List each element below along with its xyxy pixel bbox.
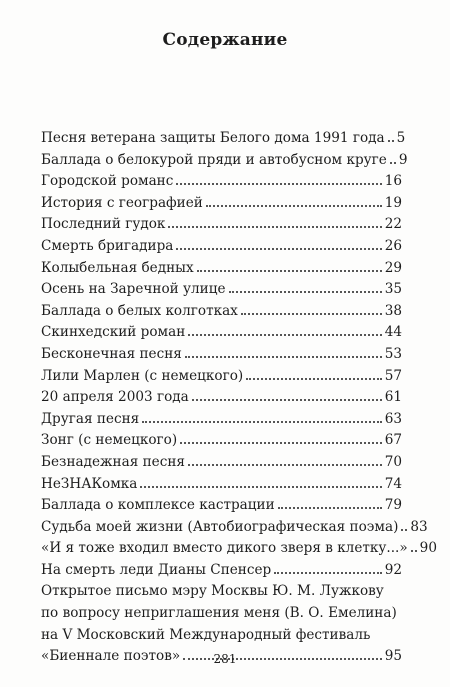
toc-entry-title: Безнадежная песня bbox=[41, 453, 185, 470]
toc-entry-page: 16 bbox=[384, 173, 402, 190]
page-number: 281 bbox=[213, 652, 237, 666]
toc-leader-dots bbox=[197, 270, 382, 272]
toc-entry-title-line: на V Московский Международный фестиваль bbox=[41, 626, 371, 643]
toc-entry-page: 63 bbox=[384, 410, 402, 427]
toc-entry-title: Другая песня bbox=[41, 410, 140, 427]
toc-entry-title: Смерть бригадира bbox=[41, 237, 174, 254]
toc-entry-title: Колыбельная бедных bbox=[41, 259, 194, 276]
toc-entry-page: 9 bbox=[398, 151, 408, 168]
page-title: Содержание bbox=[162, 30, 288, 50]
toc-entry bbox=[41, 387, 402, 409]
toc-leader-dots bbox=[176, 248, 381, 250]
toc-entry bbox=[41, 150, 408, 172]
toc-leader-dots bbox=[140, 486, 381, 488]
toc-entry-page: 53 bbox=[384, 345, 402, 362]
toc-entry-page: 67 bbox=[384, 432, 402, 449]
toc-entry bbox=[41, 344, 402, 366]
toc-entry bbox=[41, 495, 402, 517]
toc-leader-dots bbox=[241, 313, 382, 315]
toc-entry bbox=[41, 538, 437, 560]
toc-leader-dots bbox=[206, 205, 382, 207]
toc-entry-page: 95 bbox=[384, 648, 402, 665]
toc-entry-page: 22 bbox=[384, 216, 402, 233]
toc-entry bbox=[41, 171, 402, 193]
toc-entry-page: 83 bbox=[410, 518, 428, 535]
toc-entry-page: 26 bbox=[384, 237, 402, 254]
toc-entry-page: 90 bbox=[419, 540, 437, 557]
toc-entry-page: 35 bbox=[384, 281, 402, 298]
toc-entry-page: 57 bbox=[384, 367, 402, 384]
toc-entry-title: Последний гудок bbox=[41, 216, 166, 233]
toc-entry-title: Зонг (с немецкого) bbox=[41, 432, 178, 449]
toc-entry-title: Лили Марлен (с немецкого) bbox=[41, 367, 244, 384]
toc-entry bbox=[41, 366, 402, 388]
toc-entry-title: Баллада о белокурой пряди и автобусном круге bbox=[41, 151, 387, 168]
toc-leader-dots bbox=[278, 507, 382, 509]
toc-leader-dots bbox=[176, 183, 381, 185]
toc-entry-title: «Биеннале поэтов» bbox=[41, 648, 181, 665]
toc-entry-title-line: по вопросу неприглашения меня (В. О. Емелина) bbox=[41, 605, 397, 622]
toc-entry bbox=[41, 214, 402, 236]
toc-entry-page: 79 bbox=[384, 497, 402, 514]
toc-entry-page: 5 bbox=[396, 130, 406, 146]
toc-entry-title: На смерть леди Дианы Спенсер bbox=[41, 561, 272, 578]
toc-leader-dots bbox=[229, 291, 382, 293]
toc-leader-dots bbox=[192, 399, 382, 401]
toc-leader-dots bbox=[168, 226, 381, 228]
toc-leader-dots bbox=[185, 356, 382, 358]
toc-entry-title: Городской романс bbox=[41, 173, 174, 190]
toc-entry bbox=[41, 258, 402, 280]
toc-entry-title: Баллада о белых колготках bbox=[41, 302, 238, 319]
toc-entry bbox=[41, 236, 402, 258]
toc-entry bbox=[41, 560, 402, 582]
toc-leader-dots bbox=[180, 442, 382, 444]
toc-leader-dots bbox=[142, 421, 381, 423]
toc-entry bbox=[41, 279, 402, 301]
toc-leader-dots bbox=[246, 378, 381, 380]
toc-leader-dots bbox=[188, 464, 382, 466]
toc-entry-title: 20 апреля 2003 года bbox=[41, 389, 189, 406]
toc-entry-page: 29 bbox=[384, 259, 402, 276]
toc-entry-title: Осень на Заречной улице bbox=[41, 281, 226, 298]
toc-entry-title: «И я тоже входил вместо дикого зверя в клетку...» bbox=[41, 540, 408, 557]
toc-entry bbox=[41, 452, 402, 474]
toc-entry-page: 70 bbox=[384, 453, 402, 470]
toc-entry bbox=[41, 128, 406, 150]
toc-entry-page: 61 bbox=[384, 389, 402, 406]
toc-entry-page: 44 bbox=[384, 324, 402, 341]
toc-entry-title: Баллада о комплексе кастрации bbox=[41, 497, 275, 514]
toc-entry-title: Скинхедский роман bbox=[41, 324, 186, 341]
toc-entry bbox=[41, 517, 428, 539]
toc-entry bbox=[41, 322, 402, 344]
toc-entry bbox=[41, 193, 402, 215]
toc-entry bbox=[41, 301, 402, 323]
toc-entry-title: История с географией bbox=[41, 194, 203, 211]
toc-entry bbox=[41, 474, 402, 496]
toc-entry-title: Песня ветерана защиты Белого дома 1991 года bbox=[41, 130, 385, 146]
toc-entry-page: 74 bbox=[384, 475, 402, 492]
toc-entry-title: Бесконечная песня bbox=[41, 345, 182, 362]
toc-leader-dots bbox=[188, 334, 381, 336]
toc-entry bbox=[41, 430, 402, 452]
toc-entry-title: Судьба моей жизни (Автобиографическая поэма) bbox=[41, 518, 399, 535]
toc-entry-title-line: Открытое письмо мэру Москвы Ю. М. Лужкову bbox=[41, 583, 384, 600]
toc-entry-title: НеЗНАКомка bbox=[41, 475, 138, 492]
toc-entry bbox=[41, 409, 402, 431]
toc-entry-page: 38 bbox=[384, 302, 402, 319]
toc-leader-dots bbox=[274, 572, 381, 574]
toc-entry-page: 92 bbox=[384, 561, 402, 578]
table-of-contents bbox=[41, 128, 437, 668]
toc-entry-page: 19 bbox=[384, 194, 402, 211]
